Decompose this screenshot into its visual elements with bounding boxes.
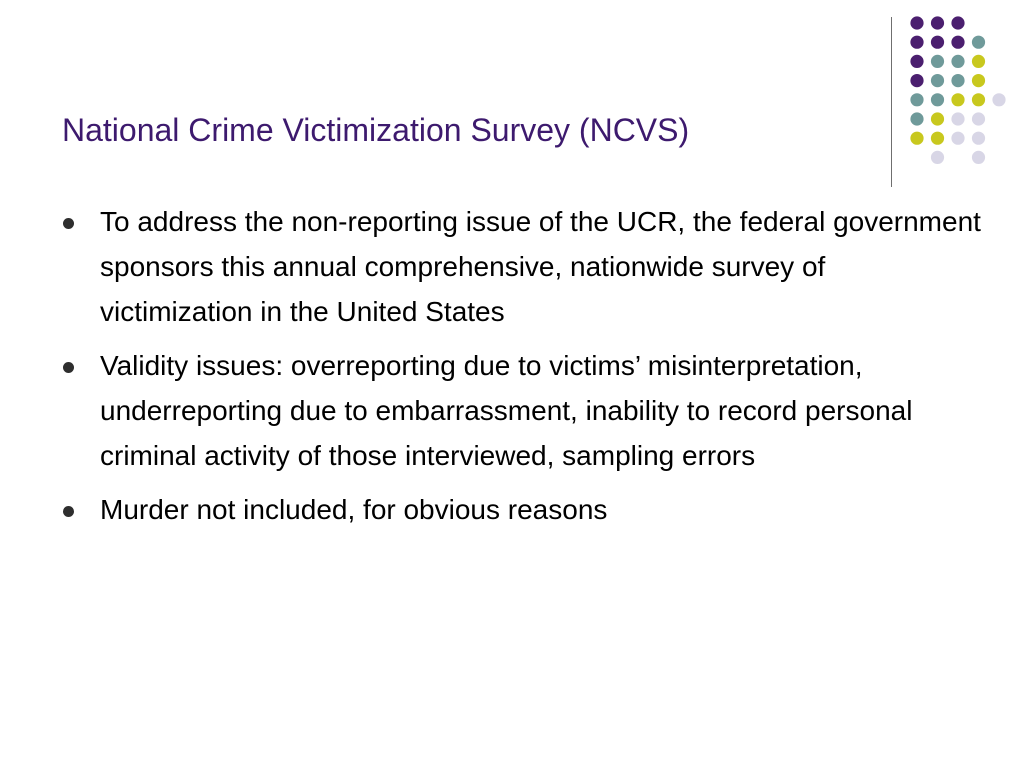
- bullet-text: Validity issues: overreporting due to victims’ misinterpretation, underreporting due to embarrassment, inability to record personal criminal activity of those interviewed, sampling errors: [100, 350, 913, 471]
- decorative-dot-yellow: [931, 112, 944, 125]
- decorative-dot-lavender: [972, 132, 985, 145]
- decorative-dot-yellow: [951, 93, 964, 106]
- bullet-text: Murder not included, for obvious reasons: [100, 494, 608, 525]
- decorative-dot-teal: [931, 74, 944, 87]
- decorative-dot-purple: [910, 16, 923, 29]
- decorative-dot-lavender: [972, 112, 985, 125]
- decorative-dot-yellow: [972, 74, 985, 87]
- decorative-dot-purple: [910, 36, 923, 49]
- decorative-dot-teal: [931, 55, 944, 68]
- decorative-dot-purple: [931, 36, 944, 49]
- decorative-dot-purple: [951, 16, 964, 29]
- decorative-dot-grid: [0, 0, 1024, 200]
- decorative-dot-lavender: [992, 93, 1005, 106]
- decorative-dot-teal: [972, 36, 985, 49]
- decorative-dot-lavender: [951, 112, 964, 125]
- decorative-dot-teal: [951, 74, 964, 87]
- bullet-item-ucr: [62, 199, 982, 334]
- bullet-item-validity: [62, 343, 982, 478]
- bullet-dot-icon: [63, 218, 74, 229]
- bullet-list: [62, 199, 982, 541]
- decorative-dot-lavender: [931, 151, 944, 164]
- decorative-dot-teal: [910, 93, 923, 106]
- decorative-dot-teal: [910, 112, 923, 125]
- bullet-dot-icon: [63, 362, 74, 373]
- bullet-item-murder: [62, 487, 982, 532]
- decorative-dot-purple: [931, 16, 944, 29]
- slide-title: National Crime Victimization Survey (NCVS): [62, 112, 690, 148]
- bullet-text: To address the non-reporting issue of the UCR, the federal government sponsors this annual comprehensive, nationwide survey of victimization in the United States: [100, 206, 981, 327]
- bullet-dot-icon: [63, 506, 74, 517]
- decorative-dot-yellow: [972, 93, 985, 106]
- decorative-dot-lavender: [972, 151, 985, 164]
- decorative-dot-purple: [951, 36, 964, 49]
- title-divider-line: [891, 17, 892, 187]
- decorative-dot-lavender: [951, 132, 964, 145]
- decorative-dot-yellow: [972, 55, 985, 68]
- decorative-dot-teal: [931, 93, 944, 106]
- decorative-dot-yellow: [931, 132, 944, 145]
- decorative-dot-yellow: [910, 132, 923, 145]
- decorative-dot-purple: [910, 55, 923, 68]
- decorative-dot-purple: [910, 74, 923, 87]
- decorative-dot-teal: [951, 55, 964, 68]
